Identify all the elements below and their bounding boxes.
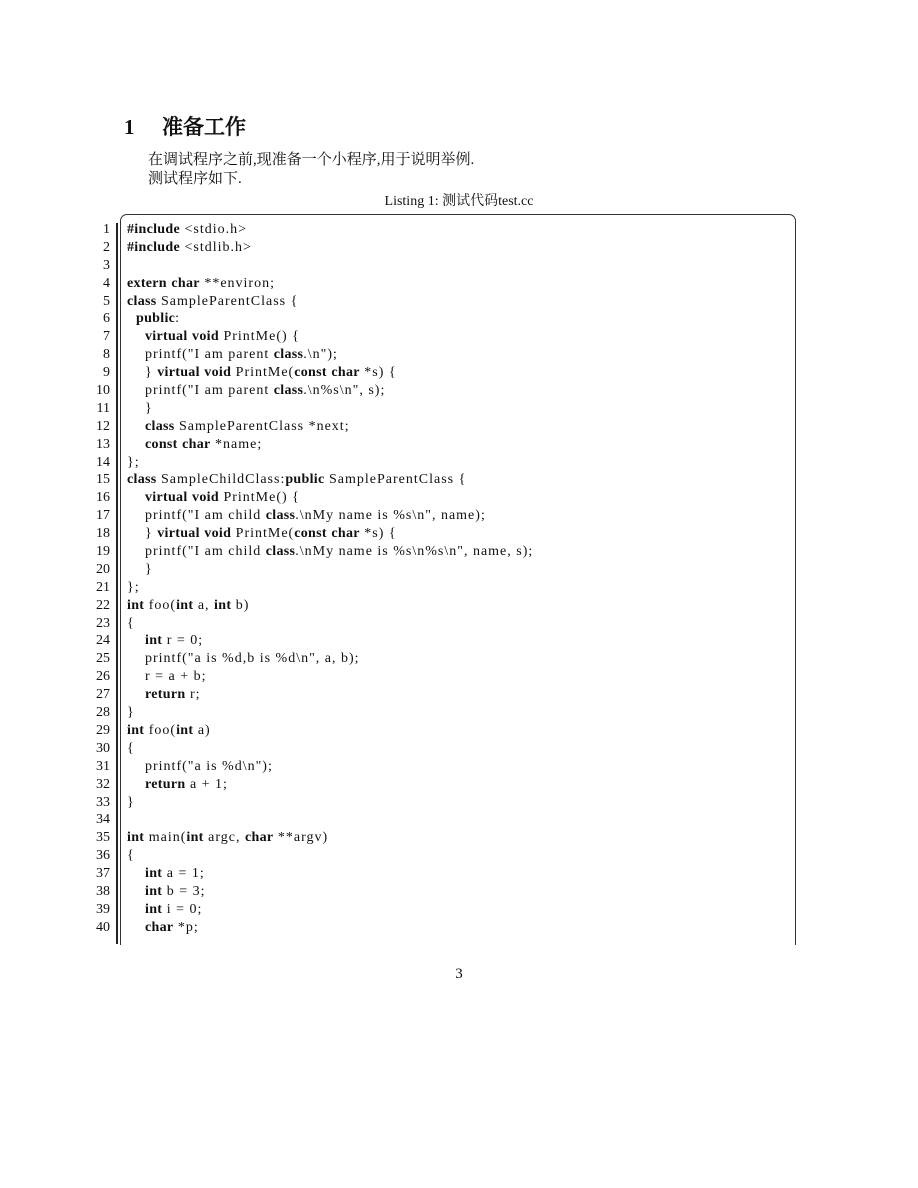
line-number: 15 bbox=[96, 472, 110, 488]
line-number: 22 bbox=[96, 597, 110, 613]
code-line bbox=[0, 919, 918, 937]
line-number: 26 bbox=[96, 669, 110, 685]
line-number: 11 bbox=[96, 400, 110, 416]
line-number: 12 bbox=[96, 418, 110, 434]
section-number: 1 bbox=[124, 115, 135, 139]
code-text: r = a + b; bbox=[127, 669, 207, 685]
code-text: #include <stdlib.h> bbox=[127, 239, 252, 255]
code-text: printf("I am parent class.\n"); bbox=[127, 347, 338, 363]
code-text: virtual void PrintMe() { bbox=[145, 490, 300, 506]
line-number: 5 bbox=[103, 293, 110, 309]
code-line bbox=[0, 740, 918, 758]
code-line bbox=[0, 221, 918, 239]
line-number: 9 bbox=[103, 365, 110, 381]
code-line bbox=[0, 722, 918, 740]
code-text: } virtual void PrintMe(const char *s) { bbox=[127, 365, 397, 381]
line-number: 19 bbox=[96, 544, 110, 560]
line-number: 2 bbox=[103, 239, 110, 255]
code-line bbox=[0, 704, 918, 722]
code-line bbox=[0, 382, 918, 400]
code-text: #include <stdio.h> bbox=[127, 222, 247, 237]
code-line bbox=[0, 829, 918, 847]
code-text: { bbox=[127, 740, 135, 756]
code-line bbox=[0, 597, 918, 615]
code-line bbox=[0, 758, 918, 776]
line-number: 8 bbox=[103, 347, 110, 363]
code-text: virtual void PrintMe() { bbox=[145, 329, 300, 345]
line-number: 38 bbox=[96, 883, 110, 899]
code-text: { bbox=[127, 615, 135, 631]
line-number: 32 bbox=[96, 776, 110, 792]
code-line bbox=[0, 364, 918, 382]
line-number: 7 bbox=[103, 329, 110, 345]
code-line bbox=[0, 418, 918, 436]
code-text: } bbox=[127, 561, 153, 577]
code-line bbox=[0, 328, 918, 346]
code-line bbox=[0, 686, 918, 704]
line-number: 1 bbox=[103, 222, 110, 237]
code-text: int foo(int a, int b) bbox=[127, 597, 250, 613]
code-line bbox=[0, 847, 918, 865]
code-text: return a + 1; bbox=[145, 776, 228, 792]
code-text: class SampleParentClass *next; bbox=[145, 418, 350, 434]
code-line bbox=[0, 507, 918, 525]
code-text: extern char **environ; bbox=[127, 275, 275, 291]
code-line bbox=[0, 293, 918, 311]
code-text: }; bbox=[127, 579, 140, 595]
line-number: 24 bbox=[96, 633, 110, 649]
line-number: 27 bbox=[96, 687, 110, 703]
code-line bbox=[0, 275, 918, 293]
code-line bbox=[0, 489, 918, 507]
code-line bbox=[0, 579, 918, 597]
line-number: 40 bbox=[96, 919, 110, 935]
code-line bbox=[0, 257, 918, 275]
code-text: } bbox=[127, 794, 135, 810]
code-line bbox=[0, 632, 918, 650]
code-line bbox=[0, 239, 918, 257]
line-number: 20 bbox=[96, 561, 110, 577]
code-text: } virtual void PrintMe(const char *s) { bbox=[127, 526, 397, 542]
code-text: int i = 0; bbox=[145, 901, 203, 917]
line-number: 3 bbox=[103, 257, 110, 273]
code-text: printf("I am child class.\nMy name is %s\n", name); bbox=[127, 508, 486, 524]
line-number: 31 bbox=[96, 758, 110, 774]
code-text: } bbox=[127, 400, 153, 416]
line-number: 25 bbox=[96, 651, 110, 667]
code-line bbox=[0, 400, 918, 418]
line-number: 36 bbox=[96, 848, 110, 864]
line-number: 21 bbox=[96, 579, 110, 595]
code-line bbox=[0, 454, 918, 472]
code-text: printf("a is %d\n"); bbox=[127, 758, 273, 774]
code-text: char *p; bbox=[145, 919, 199, 935]
code-text: int foo(int a) bbox=[127, 722, 211, 738]
code-listing bbox=[0, 221, 918, 937]
line-number: 39 bbox=[96, 901, 110, 917]
section-heading bbox=[124, 111, 246, 141]
code-line bbox=[0, 561, 918, 579]
code-text: { bbox=[127, 848, 135, 864]
code-text: const char *name; bbox=[145, 436, 263, 452]
listing-caption: Listing 1: 测试代码test.cc bbox=[384, 194, 534, 209]
code-text: } bbox=[127, 705, 135, 721]
section-title: 准备工作 bbox=[162, 115, 246, 139]
code-text: printf("a is %d,b is %d\n", a, b); bbox=[127, 651, 360, 667]
code-text: return r; bbox=[145, 687, 201, 703]
line-number: 10 bbox=[96, 383, 110, 399]
line-number: 28 bbox=[96, 705, 110, 721]
code-text: int b = 3; bbox=[145, 883, 206, 899]
line-number: 34 bbox=[96, 812, 110, 828]
code-line bbox=[0, 346, 918, 364]
code-line bbox=[0, 776, 918, 794]
code-line bbox=[0, 901, 918, 919]
line-number: 6 bbox=[103, 311, 110, 327]
code-text: int a = 1; bbox=[145, 866, 205, 882]
code-line bbox=[0, 650, 918, 668]
code-line bbox=[0, 525, 918, 543]
code-text: int r = 0; bbox=[145, 633, 204, 649]
code-text: class SampleChildClass:public SampleParentClass { bbox=[127, 472, 467, 488]
code-line bbox=[0, 865, 918, 883]
code-text: int main(int argc, char **argv) bbox=[127, 830, 329, 846]
code-line bbox=[0, 471, 918, 489]
code-line bbox=[0, 883, 918, 901]
code-text: }; bbox=[127, 454, 140, 470]
page-number: 3 bbox=[455, 966, 463, 982]
line-number: 14 bbox=[96, 454, 110, 470]
code-line bbox=[0, 310, 918, 328]
line-number: 35 bbox=[96, 830, 110, 846]
code-line bbox=[0, 811, 918, 829]
code-text: public: bbox=[136, 311, 181, 327]
line-number: 37 bbox=[96, 866, 110, 882]
code-text: printf("I am parent class.\n%s\n", s); bbox=[127, 383, 386, 399]
code-line bbox=[0, 794, 918, 812]
code-line bbox=[0, 436, 918, 454]
line-number: 30 bbox=[96, 740, 110, 756]
line-number: 23 bbox=[96, 615, 110, 631]
line-number: 29 bbox=[96, 722, 110, 738]
code-text: class SampleParentClass { bbox=[127, 293, 299, 309]
intro-line-1: 在调试程序之前,现准备一个小程序,用于说明举例. bbox=[148, 152, 475, 168]
line-number: 18 bbox=[96, 526, 110, 542]
code-line bbox=[0, 615, 918, 633]
code-line bbox=[0, 668, 918, 686]
code-line bbox=[0, 543, 918, 561]
line-number: 13 bbox=[96, 436, 110, 452]
line-number: 33 bbox=[96, 794, 110, 810]
line-number: 4 bbox=[103, 275, 110, 291]
line-number: 16 bbox=[96, 490, 110, 506]
line-number: 17 bbox=[96, 508, 110, 524]
intro-line-2: 测试程序如下. bbox=[148, 171, 242, 187]
code-text: printf("I am child class.\nMy name is %s\n%s\n", name, s); bbox=[127, 544, 534, 560]
